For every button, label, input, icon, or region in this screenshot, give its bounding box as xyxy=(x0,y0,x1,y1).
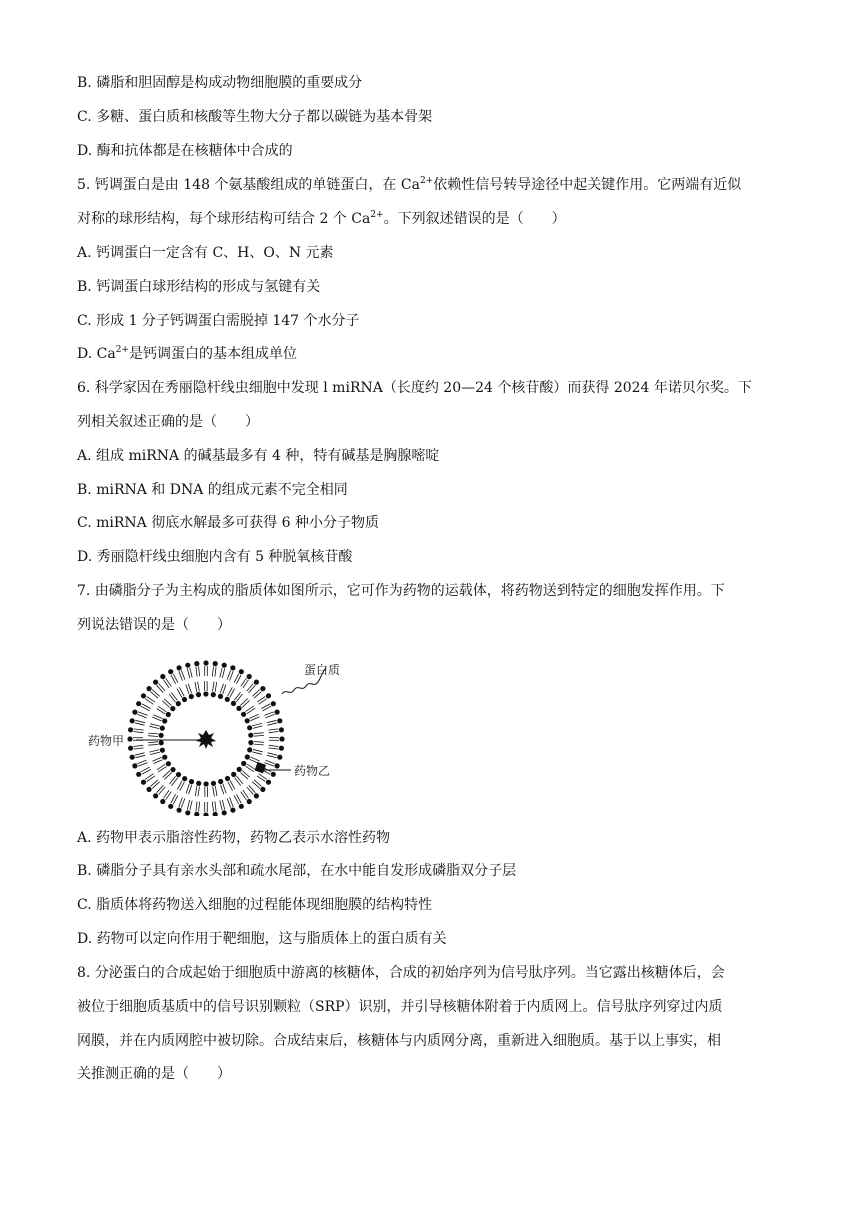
phospholipid-head xyxy=(254,793,259,798)
phospholipid-head xyxy=(248,733,253,738)
phospholipid-head xyxy=(168,804,173,809)
phospholipid-tail xyxy=(196,801,197,811)
phospholipid-tail xyxy=(135,720,145,722)
drug-b-marker xyxy=(255,762,267,774)
question-7-option-d: D. 药物可以定向作用于靶细胞，这与脂质体上的蛋白质有关 xyxy=(77,931,447,947)
phospholipid-head xyxy=(162,755,167,760)
phospholipid-head xyxy=(136,772,141,777)
phospholipid-tail xyxy=(196,667,197,677)
question-6-option-a: A. 组成 miRNA 的碱基最多有 4 种，特有碱基是胸腺嘧啶 xyxy=(77,448,440,464)
phospholipid-head xyxy=(128,746,133,751)
phospholipid-head xyxy=(277,718,282,723)
phospholipid-tail xyxy=(134,729,144,730)
phospholipid-tail xyxy=(247,787,254,795)
phospholipid-head xyxy=(153,680,158,685)
phospholipid-tail xyxy=(235,778,241,786)
phospholipid-head xyxy=(230,665,235,670)
question-8-stem-line2: 被位于细胞质基质中的信号识别颗粒（SRP）识别，并引导核糖体附着于内质网上。信号肽序列穿过内质 xyxy=(77,999,723,1015)
question-5-option-d: D. $Ca^{2+}$是钙调蛋白的基本组成单位 xyxy=(77,345,297,362)
phospholipid-head xyxy=(196,781,201,786)
question-7-option-c: C. 脂质体将药物送入细胞的过程能体现细胞膜的结构特性 xyxy=(77,897,433,913)
phospholipid-tail xyxy=(135,755,145,757)
phospholipid-tail xyxy=(269,745,279,746)
phospholipid-tail xyxy=(241,792,247,800)
phospholipid-tail xyxy=(164,699,171,706)
phospholipid-tail xyxy=(186,784,189,794)
phospholipid-tail xyxy=(215,786,217,796)
phospholipid-tail xyxy=(149,726,159,728)
phospholipid-tail xyxy=(166,792,172,800)
phospholipid-tail xyxy=(253,749,263,751)
phospholipid-head xyxy=(277,755,282,760)
phospholipid-tail xyxy=(247,764,255,769)
phospholipid-head xyxy=(239,669,244,674)
phospholipid-head xyxy=(203,812,208,816)
phospholipid-tail xyxy=(212,666,213,676)
phospholipid-head xyxy=(231,701,236,706)
phospholipid-tail xyxy=(213,682,215,692)
option-d-line: D. 酶和抗体都是在核糖体中合成的 xyxy=(77,143,293,159)
phospholipid-tail xyxy=(158,706,166,712)
phospholipid-tail xyxy=(198,682,200,692)
phospholipid-tail xyxy=(267,720,277,722)
phospholipid-head xyxy=(279,727,284,732)
phospholipid-tail xyxy=(254,692,262,699)
phospholipid-tail xyxy=(247,708,255,714)
phospholipid-tail xyxy=(148,736,158,737)
phospholipid-head xyxy=(194,661,199,666)
phospholipid-tail xyxy=(148,742,158,743)
phospholipid-tail xyxy=(236,694,242,702)
phospholipid-tail xyxy=(133,732,143,733)
phospholipid-head xyxy=(236,706,241,711)
phospholipid-tail xyxy=(157,685,164,693)
phospholipid-tail xyxy=(148,733,158,734)
phospholipid-tail xyxy=(220,684,223,693)
phospholipid-tail xyxy=(190,668,192,678)
phospholipid-head xyxy=(185,810,190,815)
phospholipid-head xyxy=(132,710,137,715)
phospholipid-head xyxy=(162,718,167,723)
phospholipid-head xyxy=(189,779,194,784)
phospholipid-head xyxy=(166,761,171,766)
phospholipid-tail xyxy=(152,782,160,789)
phospholipid-head xyxy=(241,712,246,717)
phospholipid-head xyxy=(247,674,252,679)
phospholipid-head xyxy=(247,799,252,804)
phospholipid-head xyxy=(211,692,216,697)
phospholipid-tail xyxy=(170,776,176,784)
phospholipid-head xyxy=(222,810,227,815)
phospholipid-head xyxy=(271,701,276,706)
option-b-line: B. 磷脂和胆固醇是构成动物细胞膜的重要成分 xyxy=(77,75,363,91)
phospholipid-tail xyxy=(249,785,256,793)
phospholipid-tail xyxy=(151,692,159,699)
phospholipid-head xyxy=(248,740,253,745)
phospholipid-tail xyxy=(163,771,170,778)
phospholipid-tail xyxy=(189,785,192,794)
phospholipid-head xyxy=(260,787,265,792)
phospholipid-tail xyxy=(164,680,170,688)
phospholipid-tail xyxy=(252,723,262,725)
phospholipid-head xyxy=(245,754,250,759)
phospholipid-tail xyxy=(157,764,165,770)
question-6-option-d: D. 秀丽隐杆线虫细胞内含有 5 种脱氧核苷酸 xyxy=(77,549,353,565)
phospholipid-head xyxy=(189,694,194,699)
question-5-stem-line1: 5. 钙调蛋白是由 148 个氨基酸组成的单链蛋白，在 $Ca^{2+}$依赖性信号转导途径中起关键作用。它两端有近似 xyxy=(77,176,742,193)
question-8-stem-line3: 网膜，并在内质网腔中被切除。合成结束后，核糖体与内质网分离，重新进入细胞质。基于以上事实，相 xyxy=(77,1033,721,1049)
phospholipid-tail xyxy=(241,772,248,779)
phospholipid-head xyxy=(160,726,165,731)
phospholipid-tail xyxy=(172,778,178,786)
phospholipid-head xyxy=(130,755,135,760)
question-6-option-c: C. miRNA 彻底水解最多可获得 6 种小分子物质 xyxy=(77,515,380,531)
phospholipid-tail xyxy=(252,752,262,754)
phospholipid-head xyxy=(182,776,187,781)
question-8-stem-line1: 8. 分泌蛋白的合成起始于细胞质中游离的核糖体，合成的初始序列为信号肽序列。当它露出核糖体后，会 xyxy=(77,965,725,981)
phospholipid-head xyxy=(147,686,152,691)
question-5-option-c: C. 形成 1 分子钙调蛋白需脱掉 147 个水分子 xyxy=(77,313,360,329)
phospholipid-tail xyxy=(249,685,256,693)
phospholipid-head xyxy=(127,736,132,741)
phospholipid-head xyxy=(130,718,135,723)
phospholipid-head xyxy=(245,718,250,723)
phospholipid-tail xyxy=(220,668,222,678)
phospholipid-head xyxy=(279,746,284,751)
phospholipid-head xyxy=(176,772,181,777)
phospholipid-head xyxy=(266,693,271,698)
phospholipid-head xyxy=(147,787,152,792)
phospholipid-tail xyxy=(145,699,153,705)
phospholipid-tail xyxy=(245,706,253,712)
phospholipid-tail xyxy=(222,800,224,810)
phospholipid-tail xyxy=(190,801,192,811)
phospholipid-tail xyxy=(171,693,177,701)
phospholipid-tail xyxy=(254,733,264,734)
phospholipid-head xyxy=(168,669,173,674)
phospholipid-head xyxy=(230,808,235,813)
phospholipid-tail xyxy=(234,692,240,700)
phospholipid-tail xyxy=(134,748,144,749)
phospholipid-tail xyxy=(199,666,200,676)
phospholipid-tail xyxy=(237,776,243,784)
question-7-option-a: A. 药物甲表示脂溶性药物，药物乙表示水溶性药物 xyxy=(77,830,391,846)
phospholipid-tail xyxy=(240,699,247,706)
phospholipid-tail xyxy=(247,684,254,692)
phospholipid-tail xyxy=(215,801,216,811)
phospholipid-tail xyxy=(215,667,216,677)
phospholipid-tail xyxy=(254,742,264,743)
phospholipid-tail xyxy=(253,726,263,729)
phospholipid-tail xyxy=(241,678,247,686)
phospholipid-tail xyxy=(223,685,226,695)
phospholipid-head xyxy=(218,694,223,699)
phospholipid-tail xyxy=(162,701,169,708)
phospholipid-head xyxy=(141,780,146,785)
phospholipid-head xyxy=(141,693,146,698)
phospholipid-tail xyxy=(147,776,155,782)
phospholipid-head xyxy=(239,804,244,809)
phospholipid-head xyxy=(203,660,208,665)
phospholipid-head xyxy=(279,736,284,741)
phospholipid-head xyxy=(176,701,181,706)
phospholipid-tail xyxy=(242,701,249,708)
question-7-stem-line2: 列说法错误的是（ ） xyxy=(77,617,231,633)
phospholipid-head xyxy=(247,747,252,752)
phospholipid-tail xyxy=(242,771,249,778)
phospholipid-tail xyxy=(257,697,265,703)
phospholipid-tail xyxy=(212,802,213,812)
phospholipid-tail xyxy=(195,786,197,796)
phospholipid-tail xyxy=(145,774,153,780)
phospholipid-tail xyxy=(195,682,197,692)
phospholipid-tail xyxy=(150,724,160,726)
phospholipid-head xyxy=(159,740,164,745)
phospholipid-tail xyxy=(135,753,145,755)
phospholipid-head xyxy=(225,776,230,781)
phospholipid-tail xyxy=(166,678,172,686)
phospholipid-head xyxy=(128,727,133,732)
phospholipid-tail xyxy=(257,776,265,782)
phospholipid-head xyxy=(204,781,209,786)
phospholipid-head xyxy=(260,686,265,691)
phospholipid-head xyxy=(182,697,187,702)
phospholipid-tail xyxy=(164,790,170,798)
phospholipid-tail xyxy=(164,773,171,780)
protein-label: 蛋白质 xyxy=(304,663,341,677)
phospholipid-head xyxy=(211,781,216,786)
phospholipid-head xyxy=(247,725,252,730)
phospholipid-head xyxy=(225,697,230,702)
phospholipid-tail xyxy=(150,750,160,753)
phospholipid-tail xyxy=(254,780,262,787)
phospholipid-tail xyxy=(135,723,145,725)
drug-a-label: 药物甲 xyxy=(88,734,125,748)
phospholipid-tail xyxy=(158,766,166,772)
phospholipid-head xyxy=(213,812,218,816)
phospholipid-tail xyxy=(269,732,279,733)
phospholipid-tail xyxy=(259,774,267,780)
phospholipid-tail xyxy=(268,748,278,749)
phospholipid-tail xyxy=(198,787,200,797)
phospholipid-head xyxy=(275,710,280,715)
phospholipid-tail xyxy=(169,694,175,702)
phospholipid-head xyxy=(170,706,175,711)
liposome-diagram xyxy=(86,650,356,816)
question-6-stem-line1: 6. 科学家因在秀丽隐杆线虫细胞中发现 l miRNA（长度约 20—24 个核苷酸）而获得 2024 年诺贝尔奖。下 xyxy=(77,380,752,396)
phospholipid-tail xyxy=(252,690,259,697)
phospholipid-tail xyxy=(151,780,159,787)
phospholipid-head xyxy=(166,712,171,717)
phospholipid-tail xyxy=(268,753,278,755)
phospholipid-tail xyxy=(215,682,217,692)
question-5-option-a: A. 钙调蛋白一定含有 C、H、O、N 元素 xyxy=(77,245,334,261)
phospholipid-head xyxy=(177,665,182,670)
phospholipid-tail xyxy=(222,668,224,678)
phospholipid-tail xyxy=(267,755,277,757)
question-7-option-b: B. 磷脂分子具有亲水头部和疏水尾部，在水中能自发形成磷脂双分子层 xyxy=(77,863,517,879)
phospholipid-tail xyxy=(213,787,215,797)
phospholipid-head xyxy=(160,674,165,679)
phospholipid-head xyxy=(266,780,271,785)
phospholipid-head xyxy=(275,763,280,768)
phospholipid-tail xyxy=(254,735,264,736)
question-6-stem-line2: 列相关叙述正确的是（ ） xyxy=(77,414,259,430)
phospholipid-head xyxy=(196,692,201,697)
phospholipid-tail xyxy=(187,800,189,810)
phospholipid-head xyxy=(160,748,165,753)
phospholipid-tail xyxy=(148,744,158,745)
phospholipid-tail xyxy=(199,802,200,812)
phospholipid-tail xyxy=(150,752,160,754)
phospholipid-head xyxy=(231,772,236,777)
phospholipid-head xyxy=(153,793,158,798)
question-6-option-b: B. miRNA 和 DNA 的组成元素不完全相同 xyxy=(77,482,348,498)
phospholipid-tail xyxy=(268,729,278,730)
phospholipid-head xyxy=(159,733,164,738)
question-7-stem-line1: 7. 由磷脂分子为主构成的脂质体如图所示，它可作为药物的运载体，将药物送到特定的细胞发挥作用。下 xyxy=(77,583,725,599)
question-5-stem-line2: 对称的球形结构，每个球形结构可结合 2 个 $Ca^{2+}$。下列叙述错误的是（ ） xyxy=(77,210,566,227)
phospholipid-tail xyxy=(243,790,249,798)
phospholipid-tail xyxy=(187,668,189,678)
phospholipid-head xyxy=(177,808,182,813)
phospholipid-tail xyxy=(246,766,254,772)
phospholipid-head xyxy=(170,767,175,772)
phospholipid-tail xyxy=(259,699,267,705)
phospholipid-head xyxy=(213,661,218,666)
phospholipid-head xyxy=(241,761,246,766)
question-8-stem-line4: 关推测正确的是（ ） xyxy=(77,1066,231,1082)
phospholipid-head xyxy=(218,779,223,784)
option-c-line: C. 多糖、蛋白质和核酸等生物大分子都以碳链为基本骨架 xyxy=(77,109,433,125)
phospholipid-tail xyxy=(157,785,164,793)
phospholipid-head xyxy=(132,763,137,768)
phospholipid-head xyxy=(194,812,199,816)
phospholipid-tail xyxy=(157,709,165,714)
phospholipid-tail xyxy=(133,745,143,746)
phospholipid-head xyxy=(271,772,276,777)
phospholipid-tail xyxy=(268,723,278,725)
phospholipid-head xyxy=(237,767,242,772)
phospholipid-tail xyxy=(243,680,249,688)
phospholipid-tail xyxy=(220,801,222,811)
phospholipid-tail xyxy=(152,690,160,697)
phospholipid-head xyxy=(254,680,259,685)
phospholipid-tail xyxy=(159,684,166,692)
phospholipid-tail xyxy=(254,744,264,745)
phospholipid-tail xyxy=(159,787,166,795)
phospholipid-head xyxy=(136,701,141,706)
phospholipid-tail xyxy=(147,697,155,703)
phospholipid-head xyxy=(160,799,165,804)
phospholipid-head xyxy=(185,663,190,668)
drug-b-label: 药物乙 xyxy=(294,764,331,778)
phospholipid-head xyxy=(222,663,227,668)
phospholipid-tail xyxy=(252,782,259,789)
phospholipid-head xyxy=(203,691,208,696)
question-5-option-b: B. 钙调蛋白球形结构的形成与氢键有关 xyxy=(77,279,321,295)
